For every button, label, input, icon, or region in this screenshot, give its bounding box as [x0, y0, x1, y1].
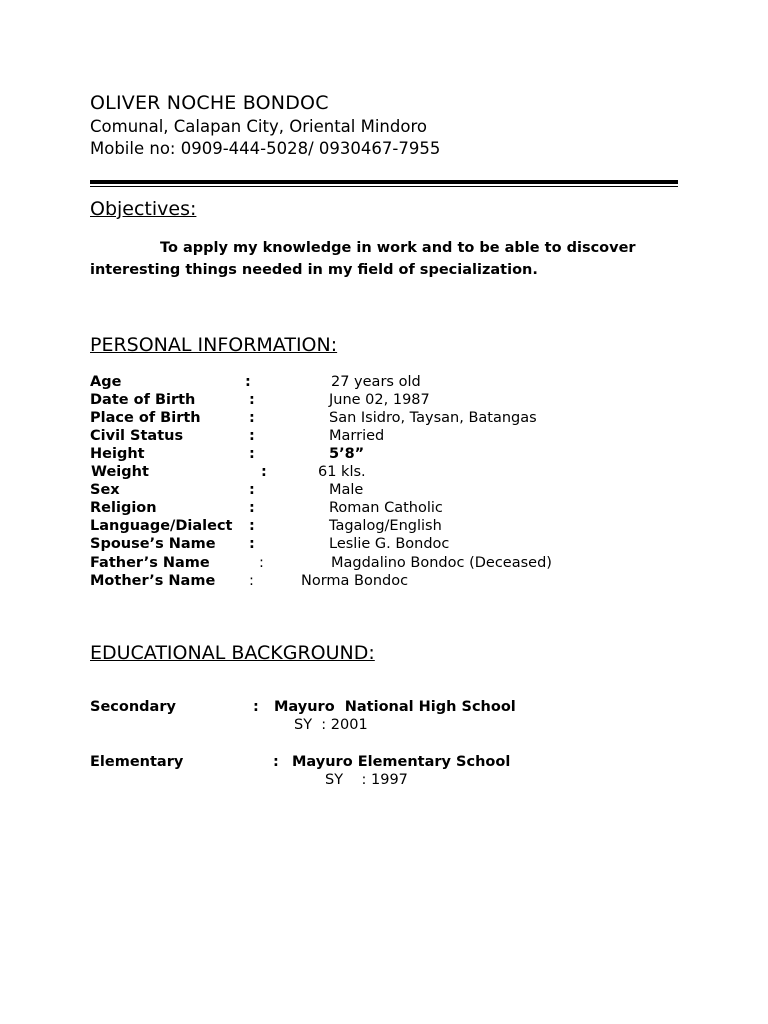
info-colon: :	[249, 428, 255, 444]
info-label-date-of-birth: Date of Birth	[90, 392, 196, 408]
info-value-place-of-birth: San Isidro, Taysan, Batangas	[329, 410, 537, 426]
info-label-weight: Weight	[91, 464, 149, 480]
applicant-address: Comunal, Calapan City, Oriental Mindoro	[90, 117, 427, 136]
info-value-mother-name: Norma Bondoc	[301, 573, 409, 589]
education-level-elementary: Elementary	[90, 754, 184, 770]
info-value-sex: Male	[329, 482, 364, 498]
info-colon: :	[249, 446, 255, 462]
info-value-weight: 61 kls.	[318, 464, 366, 480]
info-value-age: 27 years old	[331, 374, 421, 390]
info-value-language: Tagalog/English	[329, 518, 442, 534]
info-label-civil-status: Civil Status	[90, 428, 184, 444]
education-year-secondary: SY : 2001	[294, 717, 368, 733]
education-colon: :	[253, 699, 259, 715]
info-colon: :	[249, 536, 255, 552]
info-label-sex: Sex	[90, 482, 120, 498]
info-value-father-name: Magdalino Bondoc (Deceased)	[331, 555, 552, 571]
objectives-heading: Objectives:	[90, 198, 197, 220]
info-label-spouse-name: Spouse’s Name	[90, 536, 216, 552]
info-label-mother-name: Mother’s Name	[90, 573, 216, 589]
personal-info-heading: PERSONAL INFORMATION:	[90, 334, 338, 356]
education-colon: :	[273, 754, 279, 770]
education-year-elementary: SY : 1997	[325, 772, 408, 788]
info-colon: :	[259, 555, 264, 571]
info-colon: :	[249, 518, 255, 534]
info-colon: :	[261, 464, 267, 480]
info-colon: :	[249, 410, 255, 426]
header-divider-thick	[90, 180, 678, 184]
applicant-name: OLIVER NOCHE BONDOC	[90, 92, 329, 114]
info-label-age: Age	[90, 374, 122, 390]
info-label-place-of-birth: Place of Birth	[90, 410, 201, 426]
info-colon: :	[249, 392, 255, 408]
info-value-civil-status: Married	[329, 428, 385, 444]
education-school-elementary: Mayuro Elementary School	[292, 754, 511, 770]
info-value-height: 5’8”	[329, 446, 365, 462]
applicant-mobile: Mobile no: 0909-444-5028/ 0930467-7955	[90, 139, 441, 158]
info-colon: :	[245, 374, 251, 390]
header-divider-thin	[90, 186, 678, 187]
info-label-religion: Religion	[90, 500, 157, 516]
education-level-secondary: Secondary	[90, 699, 176, 715]
info-colon: :	[249, 573, 254, 589]
info-label-height: Height	[90, 446, 145, 462]
objectives-text: To apply my knowledge in work and to be able to discover interesting things needed in my field of specialization.	[90, 240, 636, 278]
info-label-language: Language/Dialect	[90, 518, 233, 534]
info-value-spouse-name: Leslie G. Bondoc	[329, 536, 450, 552]
info-value-date-of-birth: June 02, 1987	[329, 392, 430, 408]
education-heading: EDUCATIONAL BACKGROUND:	[90, 642, 375, 664]
education-school-secondary: Mayuro National High School	[274, 699, 516, 715]
info-label-father-name: Father’s Name	[90, 555, 210, 571]
info-colon: :	[249, 482, 255, 498]
info-colon: :	[249, 500, 255, 516]
info-value-religion: Roman Catholic	[329, 500, 443, 516]
